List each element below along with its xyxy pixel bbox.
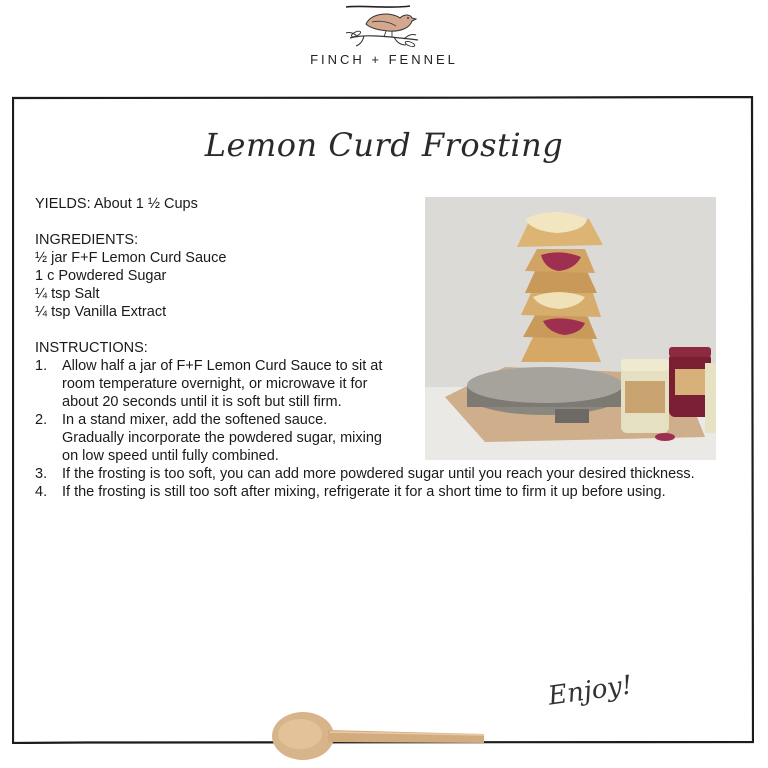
- wooden-spoon-icon: [270, 708, 490, 764]
- ingredients-heading: INGREDIENTS:: [35, 232, 139, 248]
- instruction-step: [35, 357, 392, 411]
- recipe-body: [35, 195, 745, 501]
- ingredient-item: ¼ tsp Vanilla Extract: [35, 304, 167, 320]
- step-number: 3.: [35, 466, 48, 482]
- step-number: 2.: [35, 412, 48, 428]
- brand-underline: [344, 4, 412, 10]
- brand-name: FINCH + FENNEL: [310, 52, 458, 67]
- step-text: If the frosting is still too soft after mixing, refrigerate it for a short time to firm it up before using.: [62, 484, 666, 500]
- step-text: In a stand mixer, add the softened sauce. Gradually incorporate the powdered sugar, mixing on low speed until fully combined.: [62, 412, 382, 464]
- instructions-heading: INSTRUCTIONS:: [35, 340, 148, 356]
- instructions-list: [35, 357, 745, 501]
- step-text: Allow half a jar of F+F Lemon Curd Sauce to sit at room temperature overnight, or microwave it for about 20 seconds until it is soft but still firm.: [62, 358, 383, 410]
- step-text: If the frosting is too soft, you can add more powdered sugar until you reach your desired thickness.: [62, 466, 695, 482]
- ingredients-list: [35, 249, 745, 321]
- recipe-title: Lemon Curd Frosting: [204, 126, 564, 164]
- step-number: 1.: [35, 358, 48, 374]
- instruction-step: [35, 483, 745, 501]
- ingredient-item: 1 c Powdered Sugar: [35, 268, 167, 284]
- instruction-step: [35, 465, 745, 483]
- ingredient-item: ½ jar F+F Lemon Curd Sauce: [35, 250, 227, 266]
- step-number: 4.: [35, 484, 48, 500]
- recipe-yields: YIELDS: About 1 ½ Cups: [35, 196, 198, 212]
- ingredient-item: ¼ tsp Salt: [35, 286, 100, 302]
- signoff-enjoy: Enjoy!: [546, 670, 635, 712]
- brand-header: [0, 0, 768, 90]
- bird-on-branch-icon: [344, 4, 424, 52]
- instruction-step: [35, 411, 392, 465]
